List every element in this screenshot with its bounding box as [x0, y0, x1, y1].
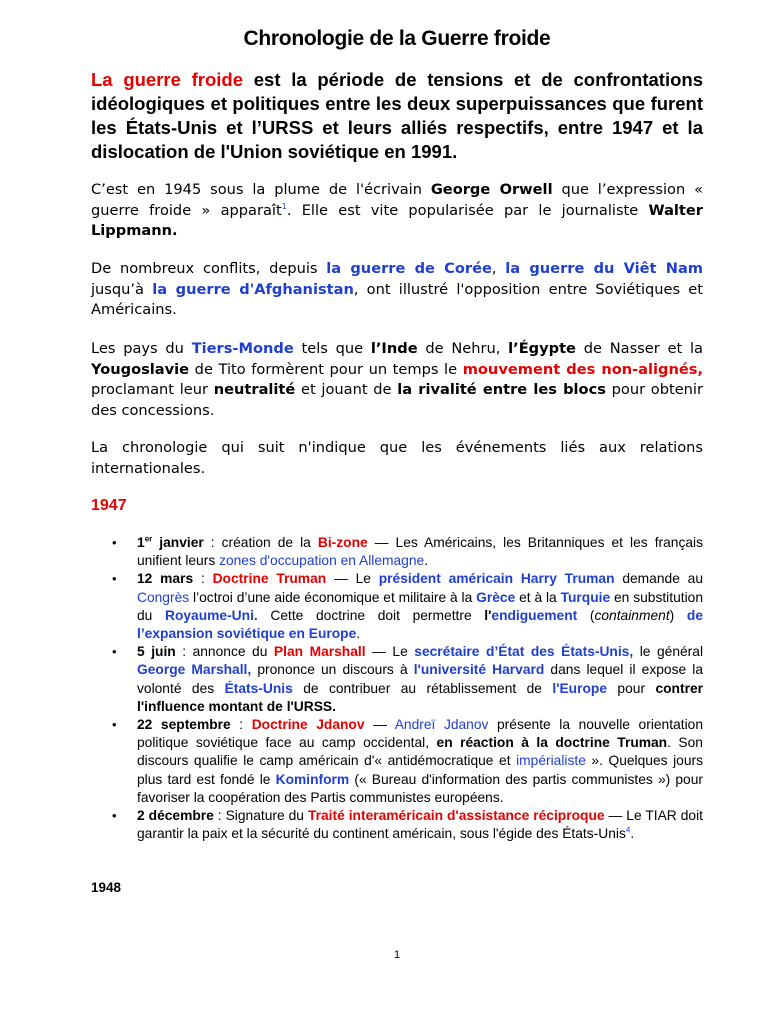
- containment-term: containment: [594, 607, 670, 623]
- text: l': [484, 607, 492, 623]
- event-date: 2 décembre: [137, 808, 214, 824]
- text: , ont illustré l'opposition entre Soviétiques et Américains.: [91, 280, 703, 318]
- link-guerre-coree[interactable]: la guerre de Corée: [326, 260, 492, 277]
- event-date: 12 mars: [137, 571, 194, 587]
- link-doctrine-truman[interactable]: Doctrine Truman: [212, 571, 327, 587]
- text: —: [364, 717, 395, 733]
- text: 1: [137, 535, 145, 550]
- link-secretaire-etat[interactable]: secrétaire d’État des États-Unis,: [414, 644, 634, 660]
- mouvement-non-alignes: mouvement des non-alignés,: [462, 360, 704, 378]
- link-etats-unis[interactable]: États-Unis: [224, 680, 293, 696]
- text: ): [669, 607, 687, 623]
- text: . Elle est vite popularisée par le journaliste: [286, 201, 649, 219]
- text: et à la: [515, 589, 561, 605]
- reaction-doctrine-truman: en réaction à la doctrine Truman: [436, 735, 668, 751]
- intro-text: est la période de tensions et de confrontations idéologiques et politiques entre les deux superpuissances que furent les États-Unis et l’URSS et leurs alliés respectifs, entre 1947 et la dislocation de l'Union soviétique en 1991.: [91, 69, 703, 162]
- link-doctrine-jdanov[interactable]: Doctrine Jdanov: [251, 717, 365, 733]
- text: jusqu’à: [91, 280, 153, 298]
- text: demande au: [614, 571, 704, 587]
- text: :: [230, 717, 252, 733]
- yougoslavie: Yougoslavie: [91, 360, 190, 378]
- text: (: [577, 607, 595, 623]
- text: . Son discours qualifie le camp américain d'« antidémocratique et: [137, 735, 703, 769]
- text: De nombreux conflits, depuis: [91, 260, 327, 277]
- text: de contribuer au rétablissement de: [292, 680, 553, 696]
- text: dans lequel il expose la volonté des: [137, 662, 703, 696]
- contrer-influence: contrer l'influence montant de l'URSS.: [137, 680, 703, 714]
- text: Les pays du: [91, 340, 192, 357]
- year-heading-1947: 1947: [91, 497, 127, 514]
- link-turquie[interactable]: Turquie: [560, 589, 611, 605]
- lippmann-name: Walter Lippmann.: [91, 201, 703, 239]
- link-imperialiste[interactable]: impérialiste: [516, 753, 586, 769]
- text: .: [424, 553, 429, 569]
- link-royaume-uni[interactable]: Royaume-Uni.: [164, 607, 258, 623]
- text: de Nehru,: [417, 340, 509, 357]
- text: : annonce du: [175, 644, 274, 660]
- link-kominform[interactable]: Kominform: [275, 771, 350, 787]
- text: prononce un discours à: [251, 662, 414, 678]
- text: ». Quelques jours plus tard est fondé le: [137, 753, 703, 787]
- document-page: [91, 0, 703, 1024]
- link-guerre-afghanistan[interactable]: la guerre d'Afghanistan: [152, 280, 354, 298]
- link-congres[interactable]: Congrès: [137, 589, 190, 605]
- neutralite: neutralité: [213, 381, 296, 398]
- text: :: [193, 571, 213, 587]
- text: .: [356, 626, 361, 642]
- footnote-link-1[interactable]: 1: [281, 201, 287, 211]
- text: pour: [607, 680, 656, 696]
- event-date: [137, 535, 204, 550]
- intro-paragraph: [91, 68, 703, 164]
- list-item: [91, 716, 703, 807]
- text: de Nasser et la: [575, 340, 703, 357]
- ordinal-sup: er: [144, 534, 153, 544]
- page-number: 1: [393, 949, 401, 961]
- paragraph-origin: [91, 180, 703, 242]
- link-george-marshall[interactable]: George Marshall,: [137, 662, 252, 678]
- text: le général: [633, 644, 704, 660]
- link-guerre-vietnam[interactable]: la guerre du Viêt Nam: [505, 260, 703, 277]
- text: proclamant leur: [91, 381, 214, 398]
- text: — Le: [365, 644, 415, 660]
- link-grece[interactable]: Grèce: [476, 589, 516, 605]
- text: en substitution du: [137, 589, 703, 623]
- link-harry-truman[interactable]: président américain Harry Truman: [378, 571, 615, 587]
- text: de Tito formèrent pour un temps le: [189, 360, 463, 378]
- link-europe[interactable]: l'Europe: [552, 680, 608, 696]
- text: C’est en 1945 sous la plume de l'écrivain: [91, 181, 431, 198]
- link-universite-harvard[interactable]: l'université Harvard: [413, 662, 545, 678]
- footnote-link-4[interactable]: 4: [625, 825, 631, 835]
- text: — Les Américains, les Britanniques et les français unifient leurs: [137, 535, 703, 569]
- paragraph-non-aligned: [91, 339, 703, 421]
- event-date: 5 juin: [137, 644, 176, 660]
- inde: l’Inde: [370, 340, 418, 357]
- text: et jouant de: [295, 381, 398, 398]
- orwell-name: George Orwell: [430, 181, 553, 198]
- text: que l’expression « guerre froide » apparaît: [91, 181, 704, 219]
- text: (« Bureau d'information des partis communistes ») pour favoriser la coopération des Partis communistes européens.: [137, 771, 704, 805]
- text: .: [630, 826, 635, 842]
- link-endiguement[interactable]: endiguement: [491, 607, 578, 623]
- document-title: Chronologie de la Guerre froide: [243, 27, 551, 50]
- list-item: [91, 643, 703, 716]
- text: — Le: [326, 571, 379, 587]
- rivalite-blocs: la rivalité entre les blocs: [397, 381, 606, 398]
- link-tiers-monde[interactable]: Tiers-Monde: [191, 340, 294, 357]
- text: l’octroi d’une aide économique et militaire à la: [189, 589, 477, 605]
- link-traite-interamericain[interactable]: Traité interaméricain d'assistance réciproque: [307, 808, 605, 824]
- link-expansion-sovietique[interactable]: de l’expansion soviétique en Europe: [137, 607, 703, 642]
- egypte: l’Égypte: [508, 340, 576, 357]
- text: — Le TIAR doit garantir la paix et la sécurité du continent américain, sous l'égide des États-Unis: [137, 808, 703, 842]
- event-date: 22 septembre: [137, 717, 231, 733]
- intro-term: La guerre froide: [91, 69, 244, 90]
- link-zones-occupation[interactable]: zones d'occupation en Allemagne: [219, 553, 425, 569]
- list-item: [91, 534, 703, 570]
- text: : Signature du: [213, 808, 308, 824]
- link-bizone[interactable]: Bi-zone: [317, 535, 368, 550]
- link-andrei-jdanov[interactable]: Andreï Jdanov: [394, 717, 489, 733]
- link-plan-marshall[interactable]: Plan Marshall: [273, 644, 366, 660]
- events-list-1947: [91, 534, 703, 843]
- paragraph-conflicts: [91, 259, 703, 321]
- text: janvier: [152, 535, 204, 550]
- text: : création de la: [203, 535, 318, 550]
- list-item: [91, 570, 703, 643]
- paragraph-chronology-note: La chronologie qui suit n'indique que les événements liés aux relations internationales.: [91, 439, 703, 477]
- text: tels que: [293, 340, 371, 357]
- text: Cette doctrine doit permettre: [257, 607, 485, 623]
- year-heading-1948: 1948: [91, 880, 122, 895]
- list-item: [91, 807, 703, 843]
- text: pour obtenir des concessions.: [91, 381, 703, 419]
- text: présente la nouvelle orientation politique soviétique face au camp occidental,: [137, 717, 703, 751]
- text: ,: [491, 260, 506, 277]
